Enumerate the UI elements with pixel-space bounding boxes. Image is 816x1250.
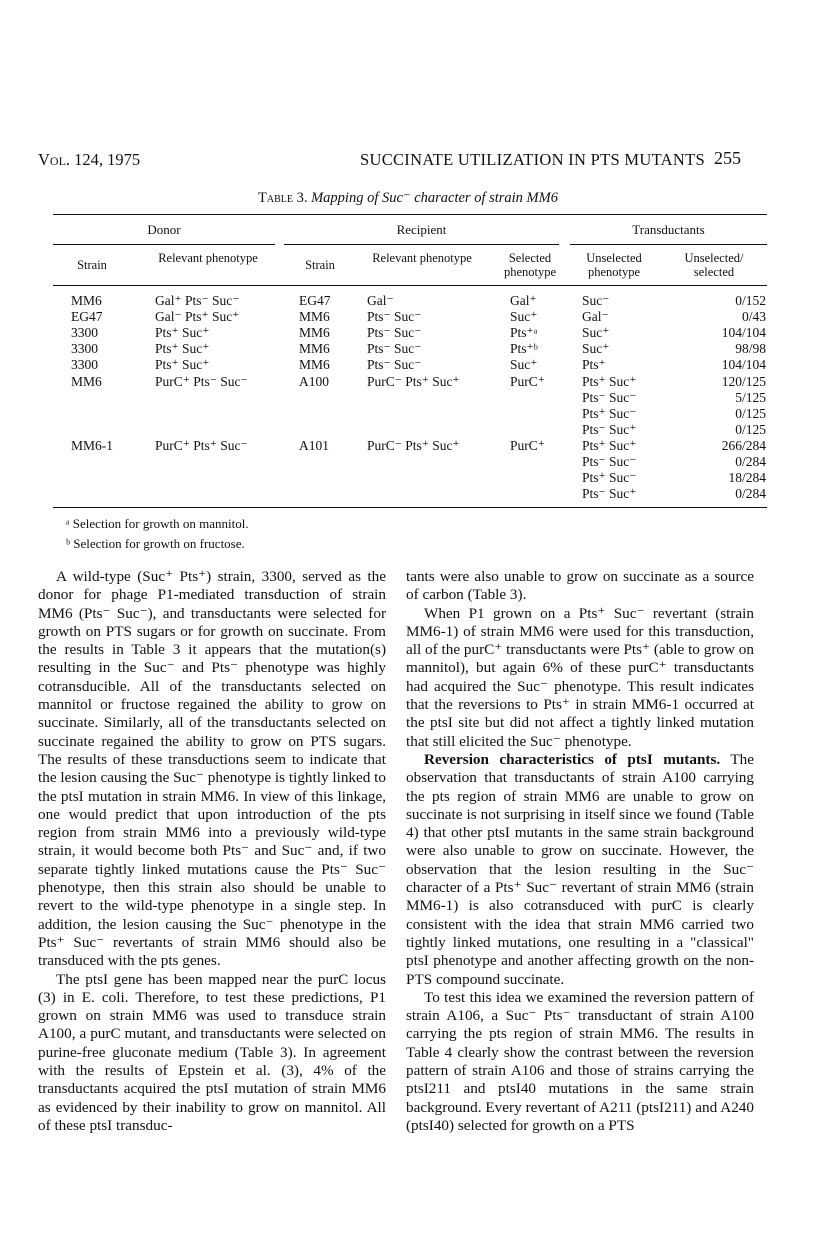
- cell-ratio: 104/104: [721, 325, 766, 341]
- cell-ratio: 0/152: [735, 293, 766, 308]
- cell-recipient-phenotype: Pts⁻ Suc⁻: [367, 309, 422, 325]
- body-left-column: [38, 568, 386, 1135]
- cell-unselected: Pts⁻ Suc⁺: [582, 421, 637, 437]
- cell-selected: PurC⁺: [510, 373, 545, 389]
- running-header-volume: Vol. 124, 1975: [38, 150, 141, 169]
- cell-donor-strain: 3300: [71, 357, 98, 373]
- footnote-b: ᵇ Selection for growth on fructose.: [66, 536, 245, 551]
- cell-donor-strain: EG47: [71, 309, 103, 325]
- cell-selected: Pts⁺ᵇ: [510, 341, 538, 357]
- col-header-recipient-phenotype: Relevant phenotype: [372, 251, 472, 265]
- cell-ratio: 0/43: [741, 309, 766, 325]
- paragraph: To test this idea we examined the reversion pattern of strain A106, a Suc⁻ Pts⁻ transductant of strain A100 carrying the pts region of strain MM6. The results in Table 4 clearly show the contrast between the reversion pattern of strain A106 and those of strains carrying the ptsI211 and ptsI40 mutations in the same strain background. Every revertant of A211 (ptsI211) and A240 (ptsI40) selected for growth on a PTS: [406, 988, 754, 1134]
- cell-unselected: Pts⁺ Suc⁻: [582, 470, 637, 486]
- cell-recipient-phenotype: Pts⁻ Suc⁻: [367, 357, 422, 373]
- section-text: The observation that transductants of strain A100 carrying the pts region of strain MM6 are unable to grow on succinate is not surprising in itself since we found (Table 4) that other ptsI mutants in the same strain background were also unable to grow on succinate. However, the observation that the lesion resulting in the Suc⁻ character of a Pts⁺ Suc⁻ revertant of strain MM6 (strain MM6-1) is also cotransduced with purC is clearly consistent with the idea that strain MM6 carried two tightly linked mutations, one resulting in a "classical" ptsI phenotype and another affecting growth on the non-PTS compound succinate.: [406, 750, 754, 988]
- cell-donor-phenotype: PurC⁺ Pts⁺ Suc⁻: [155, 437, 248, 453]
- paragraph: The ptsI gene has been mapped near the purC locus (3) in E. coli. Therefore, to test these predictions, P1 grown on strain MM6 was used to transduce strain A100, a purC mutant, and transductants were selected on purine-free gluconate medium (Table 3). In agreement with the results of Epstein et al. (3), 4% of the transductants acquired the ptsI mutation of strain MM6 as evidenced by their inability to grow on mannitol. All of these ptsI transduc-: [38, 970, 386, 1134]
- running-header-title: SUCCINATE UTILIZATION IN PTS MUTANTS: [360, 150, 705, 169]
- cell-ratio: 0/125: [735, 421, 766, 437]
- page-number: 255: [714, 148, 741, 168]
- cell-ratio: 0/125: [735, 405, 766, 421]
- cell-recipient-strain: A100: [299, 373, 329, 389]
- cell-donor-strain: MM6-1: [71, 437, 114, 453]
- cell-ratio: 266/284: [721, 437, 766, 453]
- section-heading: Reversion characteristics of ptsI mutants.: [424, 750, 721, 768]
- cell-ratio: 18/284: [728, 470, 766, 486]
- table-caption: [0, 190, 816, 207]
- paragraph: [406, 751, 754, 989]
- table-caption-text: Mapping of Suc⁻ character of strain MM6: [311, 190, 558, 206]
- cell-unselected: Pts⁺: [582, 357, 606, 373]
- cell-unselected: Suc⁺: [582, 325, 610, 341]
- cell-recipient-phenotype: PurC⁻ Pts⁺ Suc⁺: [367, 373, 460, 389]
- cell-recipient-phenotype: Pts⁻ Suc⁻: [367, 325, 422, 341]
- cell-unselected: Suc⁻: [582, 293, 610, 308]
- col-header-recipient-strain: Strain: [305, 258, 335, 272]
- cell-unselected: Pts⁻ Suc⁺: [582, 486, 637, 502]
- table-bottom-rule: [53, 507, 767, 508]
- cell-donor-phenotype: Pts⁺ Suc⁺: [155, 325, 210, 341]
- cell-ratio: 120/125: [721, 373, 766, 389]
- recipient-group-rule: [284, 244, 559, 245]
- table-top-rule: [53, 214, 767, 215]
- cell-recipient-strain: EG47: [299, 293, 331, 308]
- cell-recipient-strain: MM6: [299, 341, 330, 357]
- transductants-group-rule: [570, 244, 767, 245]
- cell-ratio: 98/98: [735, 341, 766, 357]
- cell-recipient-strain: MM6: [299, 325, 330, 341]
- cell-unselected: Pts⁺ Suc⁺: [582, 437, 637, 453]
- cell-ratio: 0/284: [735, 486, 766, 502]
- cell-recipient-phenotype: Gal⁻: [367, 293, 394, 308]
- table-header-rule: [53, 285, 767, 286]
- cell-donor-phenotype: PurC⁺ Pts⁻ Suc⁻: [155, 373, 248, 389]
- cell-unselected: Pts⁻ Suc⁻: [582, 389, 637, 405]
- col-header-donor-strain: Strain: [77, 258, 107, 272]
- cell-donor-phenotype: Gal⁺ Pts⁻ Suc⁻: [155, 293, 240, 308]
- cell-selected: Gal⁺: [510, 293, 537, 308]
- col-header-ratio: Unselected/ selected: [684, 251, 744, 279]
- group-header-donor: Donor: [147, 222, 181, 237]
- cell-selected: Suc⁺: [510, 357, 538, 373]
- paragraph: A wild-type (Suc⁺ Pts⁺) strain, 3300, served as the donor for phage P1-mediated transduction of strain MM6 (Pts⁻ Suc⁻), and transductants were selected for growth on PTS sugars or for growth on succinate. From the results in Table 3 it appears that the mutation(s) resulting in the Suc⁻ and Pts⁻ phenotype was highly cotransducible. All of the transductants selected on mannitol or fructose regained the ability to grow on succinate. Similarly, all of the transductants selected on succinate regained the ability to grow on PTS sugars. The results of these transductions seem to indicate that the lesion causing the Suc⁻ phenotype is tightly linked to the ptsI mutation in strain MM6. In view of this linkage, one would predict that upon introduction of the pts region from strain MM6 into a previously wild-type strain, it would become both Pts⁻ and Suc⁻ and, if two separate tightly linked mutations cause the Pts⁻ Suc⁻ phenotype, then this strain also should be unable to revert to the wild-type phenotype in a single step. In addition, the lesion causing the Suc⁻ phenotype in the Pts⁺ Suc⁻ revertants of strain MM6 should also be transduced with the pts genes.: [38, 568, 386, 970]
- cell-unselected: Pts⁻ Suc⁻: [582, 454, 637, 469]
- cell-donor-phenotype: Gal⁻ Pts⁺ Suc⁺: [155, 309, 240, 325]
- cell-recipient-strain: A101: [299, 437, 329, 453]
- cell-recipient-phenotype: Pts⁻ Suc⁻: [367, 341, 422, 357]
- table-caption-label: Table 3.: [258, 190, 308, 206]
- cell-donor-phenotype: Pts⁺ Suc⁺: [155, 341, 210, 357]
- group-header-transductants: Transductants: [632, 222, 705, 237]
- paragraph: tants were also unable to grow on succinate as a source of carbon (Table 3).: [406, 568, 754, 604]
- cell-unselected: Pts⁺ Suc⁺: [582, 373, 637, 389]
- group-header-recipient: Recipient: [396, 222, 447, 237]
- cell-unselected: Gal⁻: [582, 309, 609, 325]
- cell-recipient-strain: MM6: [299, 357, 330, 373]
- cell-unselected: Suc⁺: [582, 341, 610, 357]
- cell-ratio: 104/104: [721, 357, 766, 373]
- cell-ratio: 5/125: [735, 389, 766, 405]
- cell-donor-strain: 3300: [71, 341, 98, 357]
- col-header-unselected: Unselected phenotype: [586, 251, 642, 279]
- body-right-column: [406, 568, 754, 1135]
- cell-selected: Suc⁺: [510, 309, 538, 325]
- cell-donor-phenotype: Pts⁺ Suc⁺: [155, 357, 210, 373]
- col-header-donor-phenotype: Relevant phenotype: [158, 251, 258, 265]
- donor-group-rule: [53, 244, 275, 245]
- cell-recipient-phenotype: PurC⁻ Pts⁺ Suc⁺: [367, 437, 460, 453]
- footnote-a: ᵃ Selection for growth on mannitol.: [66, 516, 249, 531]
- cell-recipient-strain: MM6: [299, 309, 330, 325]
- col-header-selected: Selected phenotype: [503, 251, 557, 279]
- cell-selected: Pts⁺ᵃ: [510, 325, 538, 341]
- cell-donor-strain: MM6: [71, 373, 102, 389]
- cell-selected: PurC⁺: [510, 437, 545, 453]
- cell-ratio: 0/284: [735, 454, 766, 469]
- cell-donor-strain: MM6: [71, 293, 102, 308]
- paragraph: When P1 grown on a Pts⁺ Suc⁻ revertant (strain MM6-1) of strain MM6 were used for this transduction, all of the purC⁺ transductants were Pts⁺ (able to grow on mannitol), but again 6% of these purC⁺ transductants had acquired the Suc⁻ phenotype. This result indicates that the reversions to Pts⁺ in strain MM6-1 occurred at the ptsI site but did not affect a tightly linked mutation that still elicited the Suc⁻ phenotype.: [406, 604, 754, 750]
- cell-unselected: Pts⁺ Suc⁻: [582, 405, 637, 421]
- cell-donor-strain: 3300: [71, 325, 98, 341]
